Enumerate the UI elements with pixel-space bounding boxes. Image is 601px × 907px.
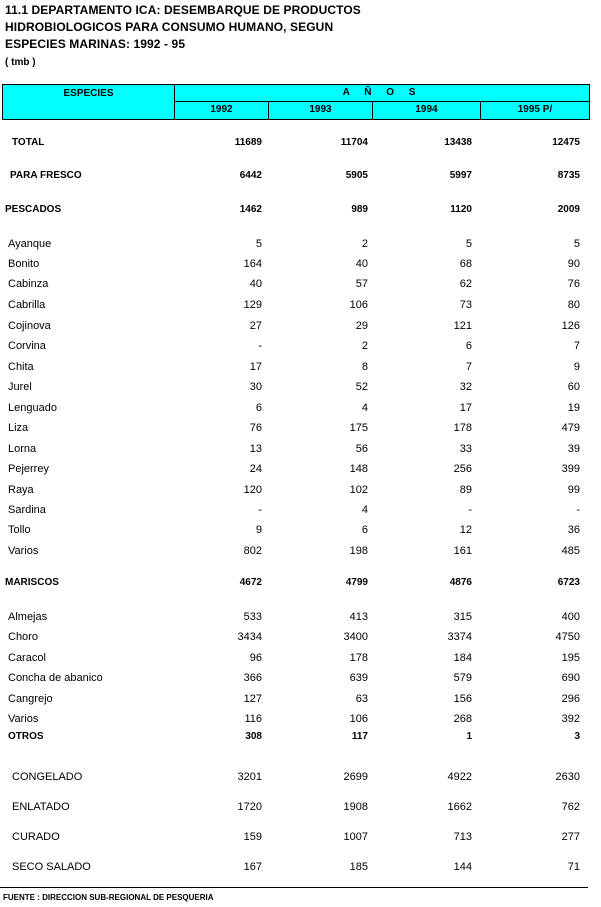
table-row [0,170,601,184]
header-year-1994: 1994 [373,102,481,119]
cell-1992: 5 [255,238,262,250]
table-row [0,611,601,625]
table-row [0,577,601,591]
table-row [0,771,601,785]
cell-1995: 12475 [552,137,580,148]
cell-1992: 24 [249,463,262,475]
table-row [0,652,601,666]
row-label: ENLATADO [12,801,70,813]
table-row [0,299,601,313]
table-header [2,84,590,120]
row-label: CURADO [12,831,60,843]
row-label: Raya [8,484,34,496]
cell-1993: 57 [355,278,368,290]
cell-1992: 11689 [234,137,262,148]
cell-1993: 11704 [340,137,368,148]
title-line-3: ESPECIES MARINAS: 1992 - 95 [5,37,186,51]
cell-1992: 164 [243,258,262,270]
cell-1994: 89 [459,484,472,496]
row-label: Lenguado [8,402,57,414]
cell-1993: 102 [349,484,368,496]
table-row [0,443,601,457]
cell-1995: 36 [567,524,580,536]
cell-1993: 413 [349,611,368,623]
row-label: PESCADOS [5,204,62,215]
row-label: TOTAL [12,137,45,148]
cell-1992: 3201 [237,771,262,783]
cell-1992: 120 [243,484,262,496]
header-year-1993: 1993 [269,102,373,119]
unit-label: ( tmb ) [5,57,36,68]
row-label: SECO SALADO [12,861,91,873]
table-row [0,861,601,875]
cell-1994: 1 [466,731,472,742]
cell-1993: 3400 [343,631,368,643]
table-row [0,801,601,815]
cell-1994: 62 [459,278,472,290]
cell-1995: 2630 [555,771,580,783]
cell-1994: 12 [459,524,472,536]
cell-1992: 1720 [237,801,262,813]
cell-1993: 106 [349,713,368,725]
cell-1995: 392 [561,713,580,725]
cell-1994: 579 [453,672,472,684]
cell-1995: 485 [561,545,580,557]
cell-1992: 308 [245,731,262,742]
cell-1995: 400 [561,611,580,623]
cell-1992: 40 [249,278,262,290]
cell-1993: 63 [355,693,368,705]
table-row [0,402,601,416]
table-row [0,484,601,498]
cell-1995: 126 [561,320,580,332]
cell-1995: 3 [574,731,580,742]
cell-1994: 1120 [450,204,472,215]
cell-1992: 167 [243,861,262,873]
cell-1993: 1007 [343,831,368,843]
cell-1993: 4799 [345,577,368,588]
cell-1992: 4672 [239,577,262,588]
cell-1992: 116 [244,713,262,725]
header-species: ESPECIES [3,85,175,119]
cell-1993: 5905 [345,170,368,181]
cell-1995: 399 [561,463,580,475]
cell-1995: 195 [561,652,580,664]
table-row [0,204,601,218]
row-label: Jurel [8,381,32,393]
cell-1995: 8735 [557,170,580,181]
table-row [0,238,601,252]
row-label: Varios [8,545,39,557]
cell-1992: 17 [249,361,262,373]
table-row [0,504,601,518]
cell-1993: 52 [355,381,368,393]
cell-1992: 159 [243,831,262,843]
cell-1993: 175 [349,422,368,434]
row-label: Varios [8,713,39,725]
cell-1994: 7 [465,361,472,373]
cell-1995: 5 [573,238,580,250]
cell-1992: 30 [249,381,262,393]
cell-1994: 315 [453,611,472,623]
cell-1995: 277 [561,831,580,843]
cell-1993: 2699 [343,771,368,783]
cell-1994: 4922 [447,771,472,783]
table-row [0,320,601,334]
table-row [0,713,601,727]
header-year-1995: 1995 P/ [517,104,553,115]
cell-1993: 198 [349,545,368,557]
cell-1994: 17 [459,402,472,414]
cell-1995: 60 [567,381,580,393]
cell-1995: 479 [561,422,580,434]
cell-1992: 27 [249,320,262,332]
cell-1994: - [468,504,472,516]
row-label: Liza [8,422,29,434]
cell-1993: 117 [351,731,368,742]
table-row [0,463,601,477]
cell-1992: - [258,504,262,516]
row-label: Concha de abanico [8,672,103,684]
title-line-2: HIDROBIOLOGICOS PARA CONSUMO HUMANO, SEGUN [5,20,334,34]
cell-1994: 73 [459,299,472,311]
cell-1993: 1908 [343,801,368,813]
cell-1994: 68 [459,258,472,270]
footer-divider [0,887,588,888]
cell-1993: 106 [349,299,368,311]
cell-1994: 178 [453,422,472,434]
cell-1994: 268 [453,713,472,725]
row-label: Sardina [8,504,46,516]
cell-1994: 5 [465,238,472,250]
source-footer: FUENTE : DIRECCION SUB-REGIONAL DE PESQUERIA [3,893,214,902]
table-row [0,278,601,292]
cell-1992: 3434 [237,631,262,643]
cell-1994: 6 [465,340,472,352]
cell-1995: 762 [561,801,580,813]
cell-1995: 99 [567,484,580,496]
cell-1993: 2 [361,340,368,352]
cell-1992: 76 [249,422,262,434]
table-row [0,361,601,375]
row-label: Tollo [8,524,31,536]
cell-1994: 121 [453,320,472,332]
row-label: Pejerrey [8,463,49,475]
cell-1995: 7 [573,340,580,352]
cell-1995: 690 [561,672,580,684]
cell-1994: 13438 [444,137,472,148]
cell-1993: 4 [361,402,368,414]
cell-1993: 639 [349,672,368,684]
cell-1995: 296 [561,693,580,705]
cell-1994: 256 [453,463,472,475]
row-label: CONGELADO [12,771,83,783]
row-label: Cojinova [8,320,51,332]
cell-1993: 148 [349,463,368,475]
cell-1992: 366 [243,672,262,684]
row-label: Bonito [8,258,40,270]
cell-1995: 76 [567,278,580,290]
header-years-label: A Ñ O S [175,85,589,102]
row-label: Cabinza [8,278,49,290]
cell-1993: 29 [355,320,368,332]
table-row [0,422,601,436]
table-row [0,631,601,645]
row-label: MARISCOS [5,577,59,588]
cell-1994: 5997 [449,170,472,181]
cell-1995: - [576,504,580,516]
table-row [0,731,601,745]
cell-1993: 989 [351,204,368,215]
cell-1994: 3374 [447,631,472,643]
header-year-1992: 1992 [175,102,269,119]
cell-1995: 6723 [557,577,580,588]
row-label: Chita [8,361,34,373]
cell-1995: 39 [567,443,580,455]
table-row [0,672,601,686]
row-label: Choro [8,631,38,643]
cell-1992: 13 [249,443,262,455]
cell-1993: 178 [349,652,368,664]
cell-1993: 56 [355,443,368,455]
cell-1992: 9 [255,524,262,536]
cell-1995: 9 [573,361,580,373]
table-row [0,693,601,707]
cell-1992: 1462 [239,204,262,215]
cell-1993: 40 [355,258,368,270]
cell-1994: 713 [453,831,472,843]
row-label: Corvina [8,340,46,352]
table-row [0,137,601,151]
row-label: PARA FRESCO [10,170,82,181]
cell-1994: 161 [453,545,472,557]
row-label: Cabrilla [8,299,46,311]
row-label: Ayanque [8,238,52,250]
table-row [0,340,601,354]
table-row [0,545,601,559]
cell-1992: 6442 [239,170,262,181]
cell-1992: 802 [243,545,262,557]
row-label: Almejas [8,611,48,623]
row-label: Caracol [8,652,46,664]
cell-1993: 185 [349,861,368,873]
cell-1992: 6 [255,402,262,414]
cell-1995: 2009 [557,204,580,215]
cell-1992: 533 [243,611,262,623]
cell-1994: 156 [453,693,472,705]
table-row [0,831,601,845]
cell-1992: 96 [249,652,262,664]
table-row [0,524,601,538]
cell-1992: - [258,340,262,352]
cell-1994: 1662 [447,801,472,813]
cell-1995: 71 [567,861,580,873]
cell-1994: 184 [453,652,472,664]
cell-1995: 4750 [555,631,580,643]
cell-1994: 144 [453,861,472,873]
cell-1993: 8 [361,361,368,373]
cell-1994: 32 [459,381,472,393]
cell-1992: 129 [243,299,262,311]
cell-1993: 6 [361,524,368,536]
cell-1995: 19 [567,402,580,414]
row-label: Lorna [8,443,37,455]
row-label: OTROS [8,731,44,742]
title-line-1: 11.1 DEPARTAMENTO ICA: DESEMBARQUE DE PRODUCTOS [5,3,361,17]
table-row [0,381,601,395]
cell-1993: 2 [361,238,368,250]
cell-1994: 4876 [449,577,472,588]
cell-1995: 90 [567,258,580,270]
cell-1994: 33 [459,443,472,455]
cell-1995: 80 [567,299,580,311]
row-label: Cangrejo [8,693,53,705]
cell-1992: 127 [243,693,262,705]
table-row [0,258,601,272]
cell-1993: 4 [361,504,368,516]
